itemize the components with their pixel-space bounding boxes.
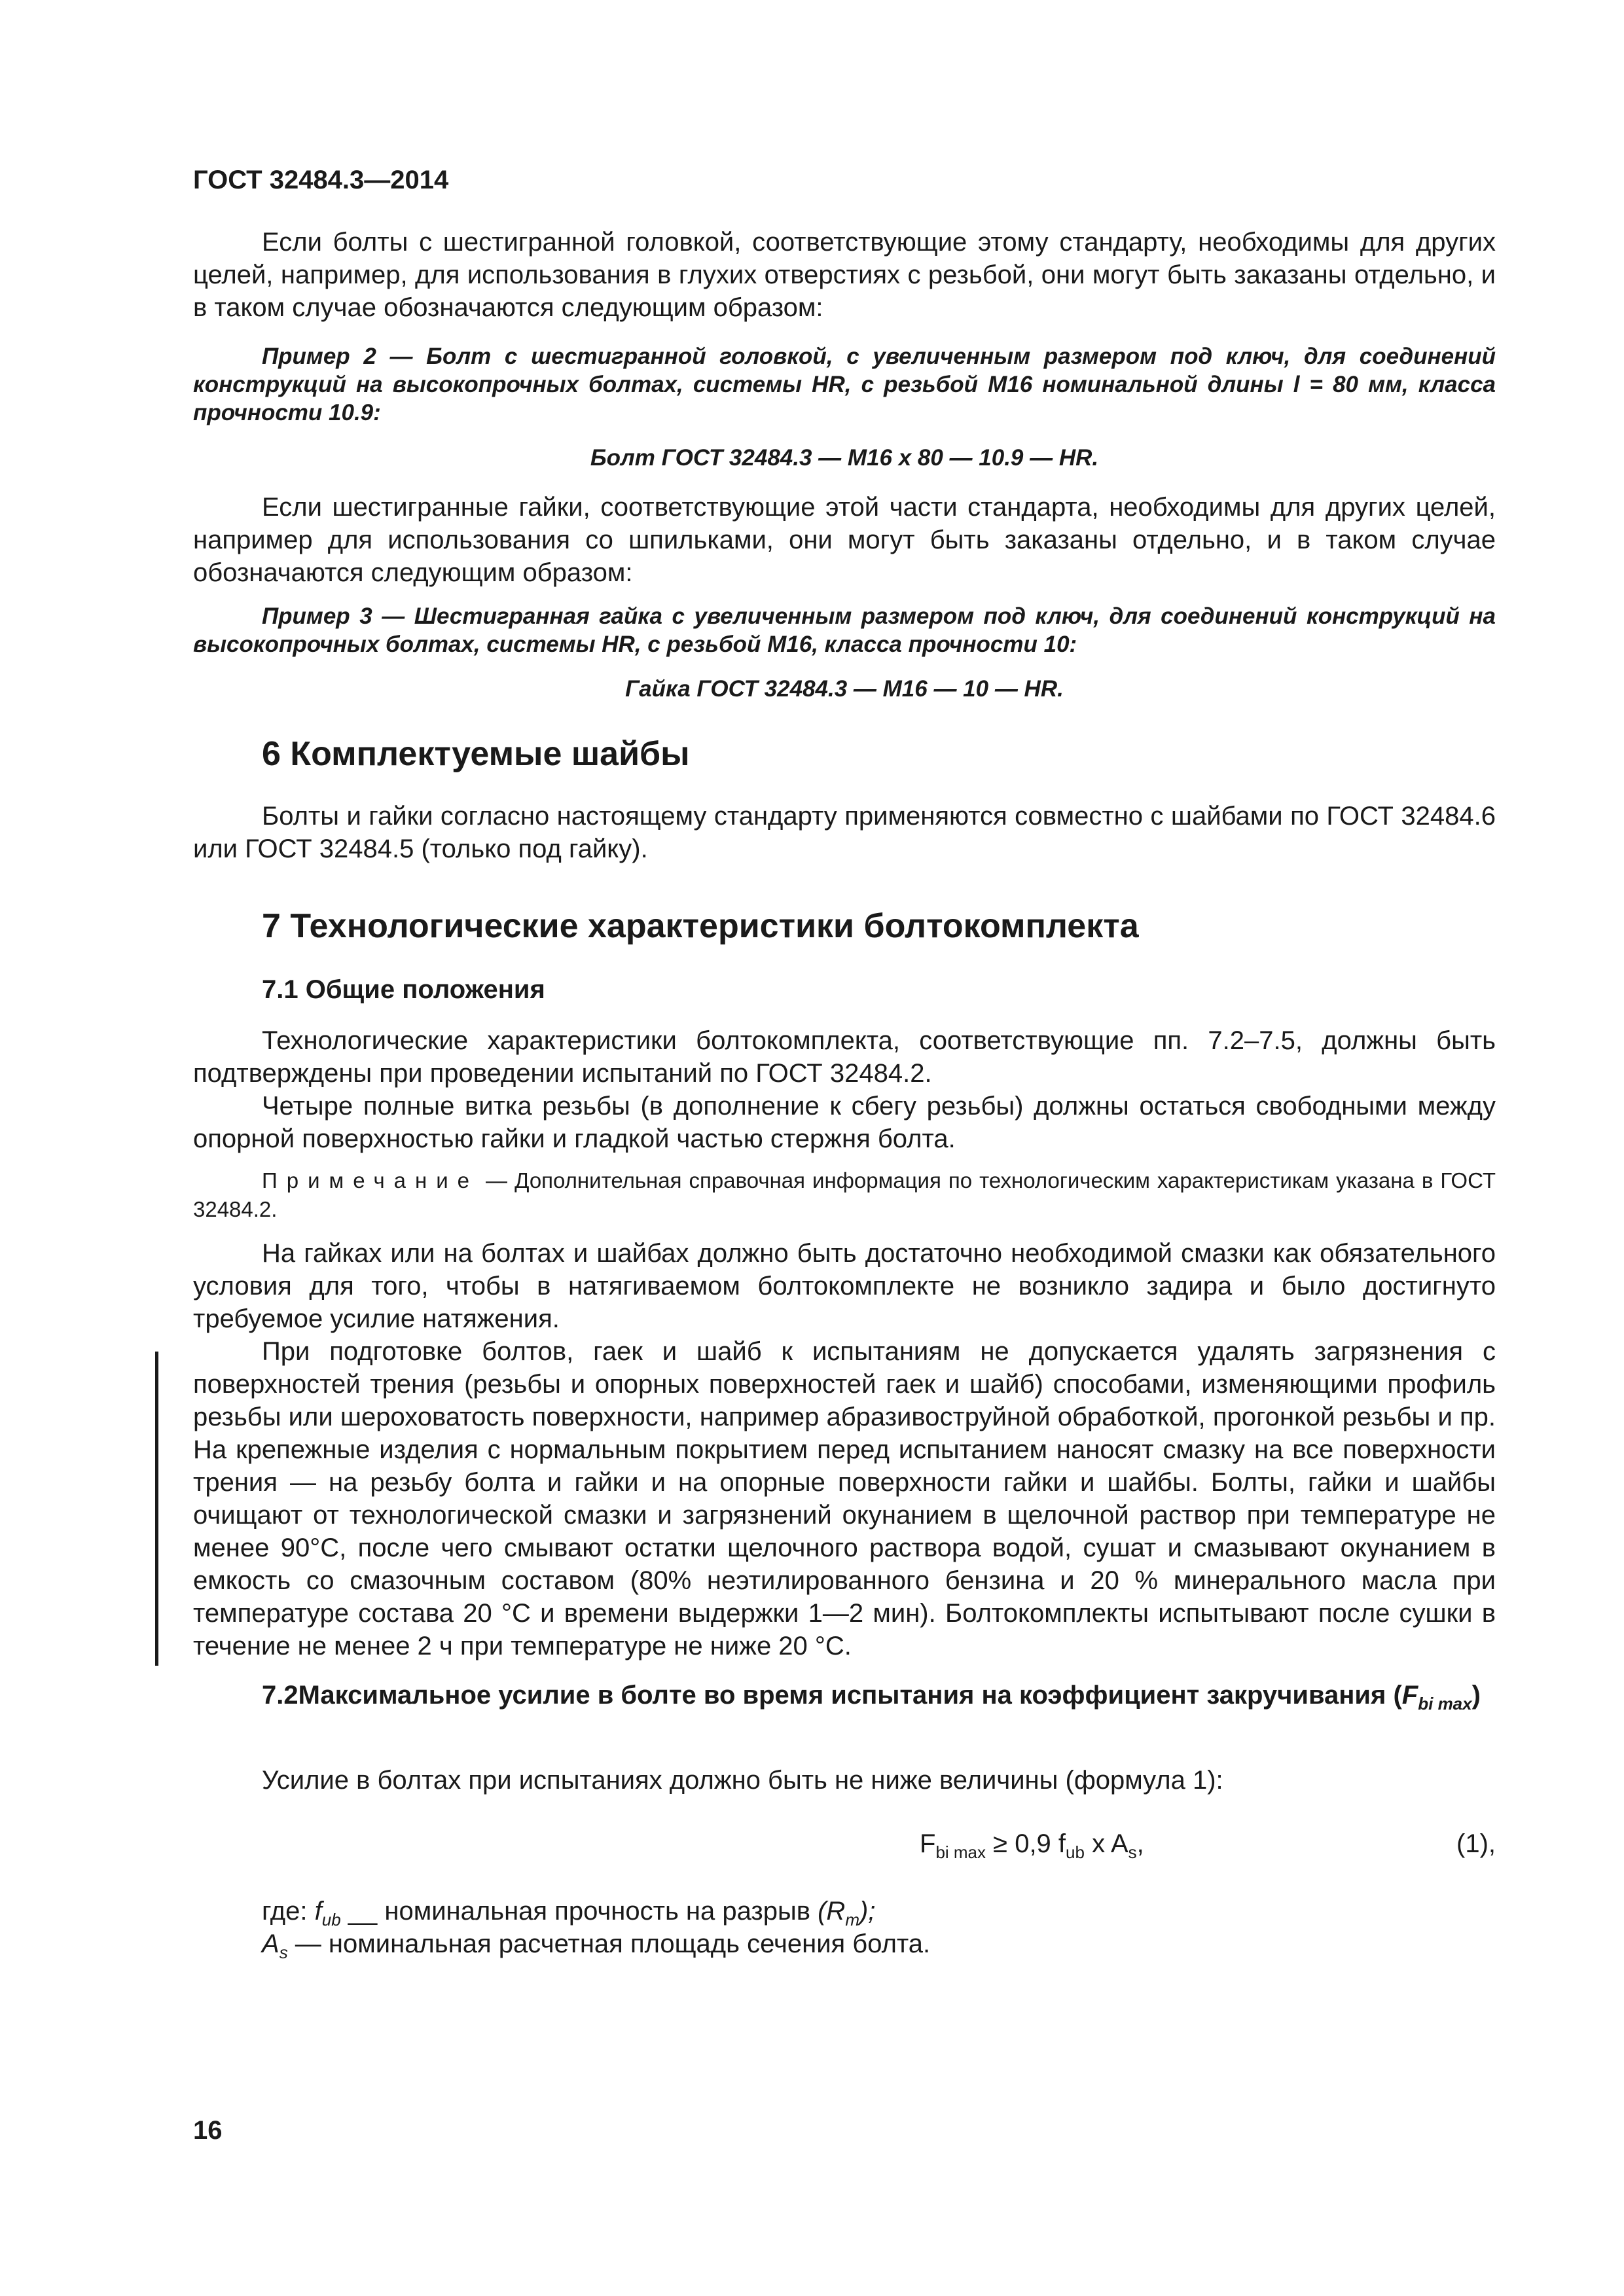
paragraph: Если болты с шестигранной головкой, соответствующие этому стандарту, необходимы для других целей, например, для использования в глухих отверстиях с резьбой, они могут быть заказаны отдельно, и в таком случае обозначаются следующим образом: [193, 228, 1496, 322]
revision-bar [155, 1352, 158, 1666]
formula-legend-2: $A_s$ — номинальная расчетная площадь сечения болта. [262, 1929, 931, 1962]
section-7-heading: 7 Технологические характеристики болтокомплекта [262, 907, 1139, 945]
designation-nut: Гайка ГОСТ 32484.3 — М16 — 10 — HR. [625, 676, 1064, 702]
page-number: 16 [193, 2116, 223, 2145]
formula-legend-1: где: $f_{ub}$ __ номинальная прочность на разрыв $(R_m)$; [262, 1897, 876, 1929]
note-label: Примечание [262, 1168, 479, 1193]
example-2: Пример 2 — Болт с шестигранной головкой, с увеличенным размером под ключ, для соединений конструкций на высокопрочных болтах, системы HR, с резьбой М16 номинальной длины l = 80 мм, класса прочности 10.9: [193, 344, 1496, 425]
paragraph: Усилие в болтах при испытаниях должно быть не ниже величины (формула 1): [262, 1766, 1223, 1795]
formula-number: (1), [1456, 1829, 1496, 1858]
designation-bolt: Болт ГОСТ 32484.3 — М16 х 80 — 10.9 — HR. [590, 445, 1099, 471]
paragraph: Болты и гайки согласно настоящему стандарту применяются совместно с шайбами по ГОСТ 32484.6 или ГОСТ 32484.5 (только под гайку). [193, 802, 1496, 863]
paragraph: При подготовке болтов, гаек и шайб к испытаниям не допускается удалять загрязнения с поверхностей трения (резьбы и опорных поверхностей гаек и шайб) способами, изменяющими профиль резьбы или шероховатость поверхности, например абразивоструйной обработкой, прогонкой резьбы и пр. На крепежные изделия с нормальным покрытием перед испытанием наносят смазку на все поверхности трения — на резьбу болта и гайки и на опорные поверхности гайки и шайбы. Болты, гайки и шайбы очищают от технологической смазки и загрязнений окунанием в щелочной раствор при температуре не менее 90°С, после чего смывают остатки щелочного раствора водой, сушат и смазывают окунанием в емкость со смазочным составом (80% неэтилированного бензина и 20 % минерального масла при температуре состава 20 °С и времени выдержки 1—2 мин). Болтокомплекты испытывают после сушки в течение не менее 2 ч при температуре не ниже 20 °С. [193, 1337, 1496, 1660]
example-3: Пример 3 — Шестигранная гайка с увеличенным размером под ключ, для соединений конструкций на высокопрочных болтах, системы HR, с резьбой М16, класса прочности 10: [193, 603, 1496, 657]
section-7-1-heading: 7.1 Общие положения [262, 975, 545, 1004]
section-6-heading: 6 Комплектуемые шайбы [262, 735, 690, 773]
section-7-2-heading: 7.2Максимальное усилие в болте во время испытания на коэффициент закручивания $(F_{bi max})$ [262, 1681, 1481, 1713]
paragraph: Если шестигранные гайки, соответствующие этой части стандарта, необходимы для других целей, например для использования со шпильками, они могут быть заказаны отдельно, и в таком случае обозначаются следующим образом: [193, 493, 1496, 587]
paragraph: Четыре полные витка резьбы (в дополнение к сбегу резьбы) должны остаться свободными между опорной поверхностью гайки и гладкой частью стержня болта. [193, 1092, 1496, 1153]
formula-1 [193, 1829, 1496, 1869]
paragraph: Технологические характеристики болтокомплекта, соответствующие пп. 7.2–7.5, должны быть подтверждены при проведении испытаний по ГОСТ 32484.2. [193, 1026, 1496, 1088]
note-text: — Дополнительная справочная информация по технологическим характеристикам указана в ГОСТ 32484.2. [193, 1168, 1496, 1221]
note [193, 1166, 1496, 1224]
document-header: ГОСТ 32484.3—2014 [193, 166, 449, 194]
formula-expression: $F_{bi max} \ge 0,9$ $f_{ub}$ x $A_s$, [920, 1829, 1144, 1862]
paragraph: На гайках или на болтах и шайбах должно быть достаточно необходимой смазки как обязательного условия для того, чтобы в натягиваемом болтокомплекте не возникло задира и было достигнуто требуемое усилие натяжения. [193, 1239, 1496, 1333]
